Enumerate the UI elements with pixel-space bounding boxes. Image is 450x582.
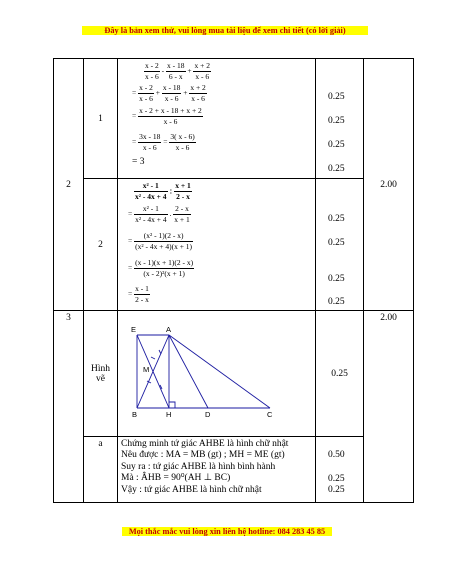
table-row — [54, 59, 414, 179]
table-row — [54, 437, 414, 503]
answer-table — [53, 58, 414, 503]
score-cell — [316, 179, 364, 311]
score: 0.25 — [328, 164, 345, 174]
text-line: Suy ra : tứ giác AHBE là hình bình hành — [121, 461, 276, 472]
figure-label: Hình vẽ — [84, 311, 118, 437]
solution-cell — [118, 59, 316, 179]
right-angle-mark — [169, 402, 175, 408]
total-score: 2.00 — [364, 59, 414, 311]
math-line: $\frac{x - 2}{x - 6}$ - $\frac{x - 18}{6 - x}$ + $\frac{x + 2}{x - 6}$ — [145, 61, 210, 81]
score: 0.25 — [328, 274, 345, 284]
table-row — [54, 179, 414, 311]
tick-mark — [151, 357, 155, 359]
score-cell — [316, 437, 364, 503]
score: 0.25 — [328, 238, 345, 248]
math-line: = $\frac{\text{x² - 1}}{\text{x² - 4x + 4}}$ . $\frac{2 - x}{x + 1}$ — [128, 204, 190, 224]
point-label-H: H — [166, 410, 172, 419]
score: 0.25 — [328, 92, 345, 102]
score: 0.50 — [328, 450, 345, 460]
point-label-D: D — [205, 410, 211, 419]
math-line: = $\frac{x - 2 + x - 18 + x + 2}{x - 6}$ — [132, 106, 202, 126]
solution-cell — [118, 179, 316, 311]
math-line: = $\frac{(x - 1)(x + 1)(2 - x)}{\text{(x - 2)²(x + 1)}}$ — [128, 258, 194, 278]
geometry-figure — [118, 311, 316, 437]
point-label-M: M — [143, 365, 150, 374]
math-line: = $\frac{3x - 18}{x - 6}$ = $\frac{3( x - 6)}{x - 6}$ — [132, 132, 195, 152]
score-cell — [316, 59, 364, 179]
point-label-C: C — [267, 410, 273, 419]
point-label-E: E — [131, 325, 137, 334]
point-label-A: A — [166, 325, 172, 334]
score: 0.25 — [328, 140, 345, 150]
part-number: 1 — [84, 59, 118, 179]
part-number: a — [84, 437, 118, 503]
math-line: = $\frac{x - 1}{2 - x}$ — [128, 284, 149, 304]
preview-banner: Đây là bản xem thử, vui lòng mua tài liệu để xem chi tiết (có lời giải) — [82, 26, 368, 35]
text-line: Chứng minh tứ giác AHBE là hình chữ nhật — [121, 439, 289, 449]
text-line: Nêu được : MA = MB (gt) ; MH = ME (gt) — [121, 450, 285, 461]
math-line: $\frac{\text{x² - 1}}{\text{x² - 4x + 4}}$ : $\frac{x + 1}{2 - x}$ — [135, 181, 191, 201]
point-label-B: B — [132, 410, 138, 419]
score: 0.25 — [328, 116, 345, 126]
figure-cell — [118, 311, 316, 437]
math-line: = $\frac{x - 2}{x - 6}$ + $\frac{x - 18}{x - 6}$ + $\frac{x + 2}{x - 6}$ — [132, 83, 206, 103]
question-number: 3 — [54, 311, 84, 503]
segment-AC — [169, 335, 270, 408]
score: 0.25 — [328, 485, 345, 495]
score: 0.25 — [316, 311, 364, 437]
text-line: Mà : ÂHB = 90⁰(AH ⊥ BC) — [121, 473, 231, 484]
hotline-banner: Mọi thắc mắc vui lòng xin liên hệ hotline: 084 283 45 85 — [122, 527, 332, 536]
total-score: 2.00 — [364, 311, 414, 503]
question-number: 2 — [54, 59, 84, 311]
solution-cell — [118, 437, 316, 503]
segment-AD — [169, 335, 208, 408]
part-number: 2 — [84, 179, 118, 311]
table-row — [54, 311, 414, 437]
score: 0.25 — [328, 297, 345, 307]
score: 0.25 — [328, 474, 345, 484]
tick-mark — [159, 350, 161, 354]
math-line: = $\frac{\text{(x² - 1)(2 - x)}}{\text{(x² - 4x + 4)(x + 1)}}$ — [128, 231, 193, 251]
text-line: Vậy : tứ giác AHBE là hình chữ nhật — [121, 484, 262, 495]
score: 0.25 — [328, 214, 345, 224]
math-result: = 3 — [132, 157, 145, 167]
